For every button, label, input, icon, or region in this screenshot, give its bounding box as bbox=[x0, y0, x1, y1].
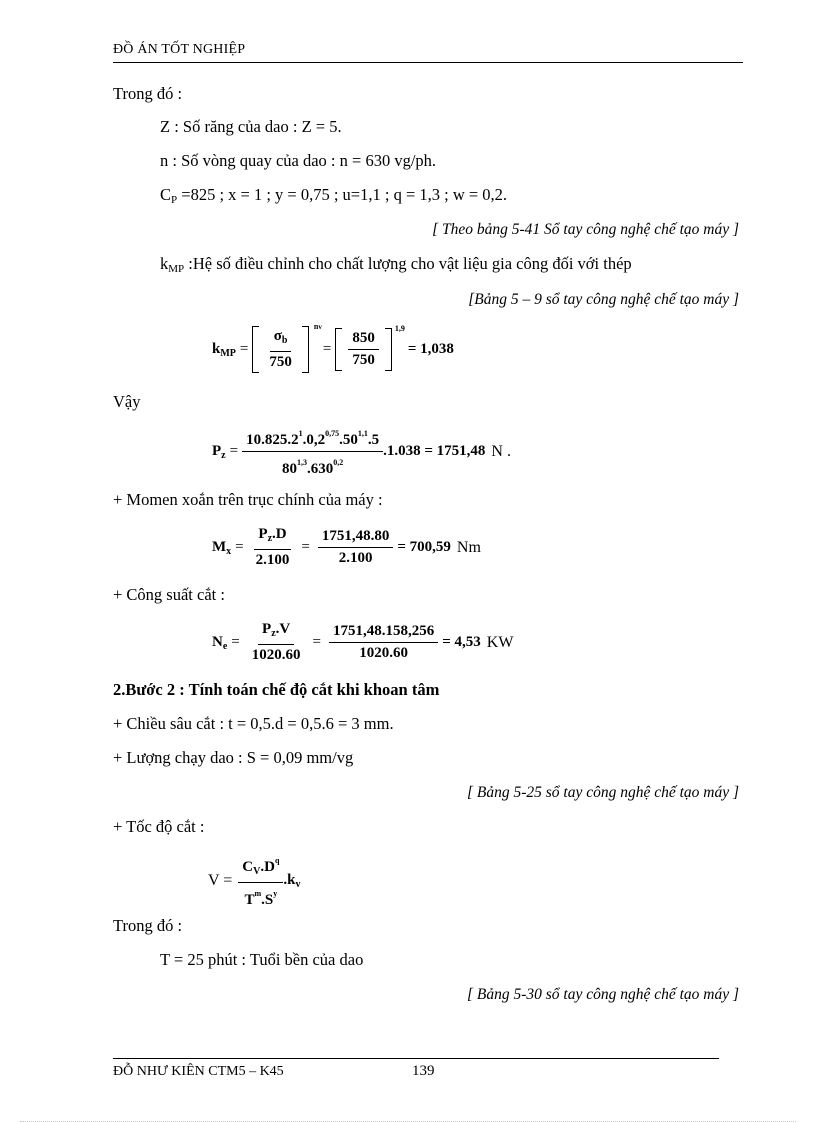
trong-do-label: Trong đó : bbox=[113, 84, 183, 103]
pz-unit: N . bbox=[491, 442, 511, 460]
v-formula: V = $\frac{C_V.D^q}{T^m.S^y}$ $.k_v$ bbox=[208, 852, 301, 909]
cp-symbol: C bbox=[160, 185, 172, 204]
pz-fraction: $\frac{10.825.2^1.0,2^{0,75}.50^{1,1}.5}{80^{1,3}.630^{0,2}}$ bbox=[242, 425, 383, 478]
reference-4: [ Bảng 5-30 sổ tay công nghệ chế tạo máy ] bbox=[466, 986, 739, 1003]
section-heading-buoc-2: 2.Bước 2 : Tính toán chế độ cắt khi khoan tâm bbox=[113, 680, 440, 699]
ne-unit: KW bbox=[486, 633, 514, 651]
momen-label: + Momen xoắn trên trục chính của máy : bbox=[113, 490, 383, 509]
document-header: ĐỒ ÁN TỐT NGHIỆP bbox=[113, 42, 246, 57]
pz-formula: $P_z$ = $\frac{10.825.2^1.0,2^{0,75}.50^{1,1}.5}{80^{1,3}.630^{0,2}}$ .1.038 = 1751,48 N . bbox=[212, 425, 511, 478]
mx-lhs: $M_x$ bbox=[212, 538, 232, 557]
kmp-bracket-2: $\frac{850}{750}$ 1,9 bbox=[335, 328, 392, 371]
footer-rule bbox=[113, 1058, 719, 1059]
pz-lhs: $P_z$ bbox=[212, 442, 226, 461]
kmp-description: :Hệ số điều chỉnh cho chất lượng cho vật liệu gia công đối với thép bbox=[184, 254, 632, 273]
cp-values: =825 ; x = 1 ; y = 0,75 ; u=1,1 ; q = 1,3 ; w = 0,2. bbox=[177, 185, 508, 204]
reference-3: [ Bảng 5-25 sổ tay công nghệ chế tạo máy ] bbox=[466, 784, 739, 801]
kmp-bracket-1: $\frac{\sigma_b}{750}$ nv bbox=[252, 326, 309, 373]
cp-subscript: P bbox=[171, 194, 178, 206]
cp-line bbox=[160, 185, 507, 210]
vay-label: Vậy bbox=[113, 392, 141, 411]
mx-formula: $M_x$ = $\frac{P_z.D}{2.100}$ = $\frac{1751,48.80}{2.100}$ = 700,59 Nm bbox=[212, 526, 481, 568]
luong-chay-line: + Lượng chạy dao : S = 0,09 mm/vg bbox=[113, 748, 354, 767]
chieu-sau-line: + Chiều sâu cắt : t = 0,5.d = 0,5.6 = 3 mm. bbox=[113, 714, 394, 733]
ne-result: = 4,53 bbox=[442, 634, 481, 650]
z-line: Z : Số răng của dao : Z = 5. bbox=[160, 117, 342, 136]
kmp-formula: $k_{MP}$ = $\frac{\sigma_b}{750}$ nv = $\frac{850}{750}$ 1,9 = 1,038 bbox=[212, 326, 454, 373]
mx-result: = 700,59 bbox=[397, 539, 451, 555]
reference-2: [Bảng 5 – 9 sổ tay công nghệ chế tạo máy ] bbox=[468, 291, 739, 308]
header-rule bbox=[113, 62, 743, 63]
ne-formula: $N_e$ = $\frac{P_z.V}{1020.60}$ = $\frac{1751,48.158,256}{1020.60}$ = 4,53 KW bbox=[212, 621, 514, 663]
trong-do-label-2: Trong đó : bbox=[113, 916, 183, 935]
kmp-lhs: $k_{MP}$ bbox=[212, 340, 236, 359]
toc-do-label: + Tốc độ cắt : bbox=[113, 817, 205, 836]
page-edge-dotted-line bbox=[20, 1121, 796, 1122]
kmp-line bbox=[160, 254, 632, 279]
kmp-subscript: MP bbox=[168, 263, 185, 275]
t-line: T = 25 phút : Tuổi bền của dao bbox=[160, 950, 364, 969]
page-number: 139 bbox=[412, 1063, 435, 1079]
pz-result: .1.038 = 1751,48 bbox=[383, 443, 486, 459]
cong-suat-label: + Công suất cắt : bbox=[113, 585, 225, 604]
n-line: n : Số vòng quay của dao : n = 630 vg/ph. bbox=[160, 151, 437, 170]
v-tail: $.k_v$ bbox=[283, 871, 301, 890]
v-lhs: V = bbox=[208, 871, 233, 889]
mx-unit: Nm bbox=[456, 538, 481, 556]
kmp-symbol: k bbox=[160, 254, 169, 273]
footer-author: ĐỖ NHƯ KIÊN CTM5 – K45 bbox=[113, 1064, 284, 1079]
ne-lhs: $N_e$ bbox=[212, 633, 228, 652]
kmp-result: = 1,038 bbox=[407, 341, 454, 357]
reference-1: [ Theo bảng 5-41 Sổ tay công nghệ chế tạo máy ] bbox=[432, 221, 739, 238]
